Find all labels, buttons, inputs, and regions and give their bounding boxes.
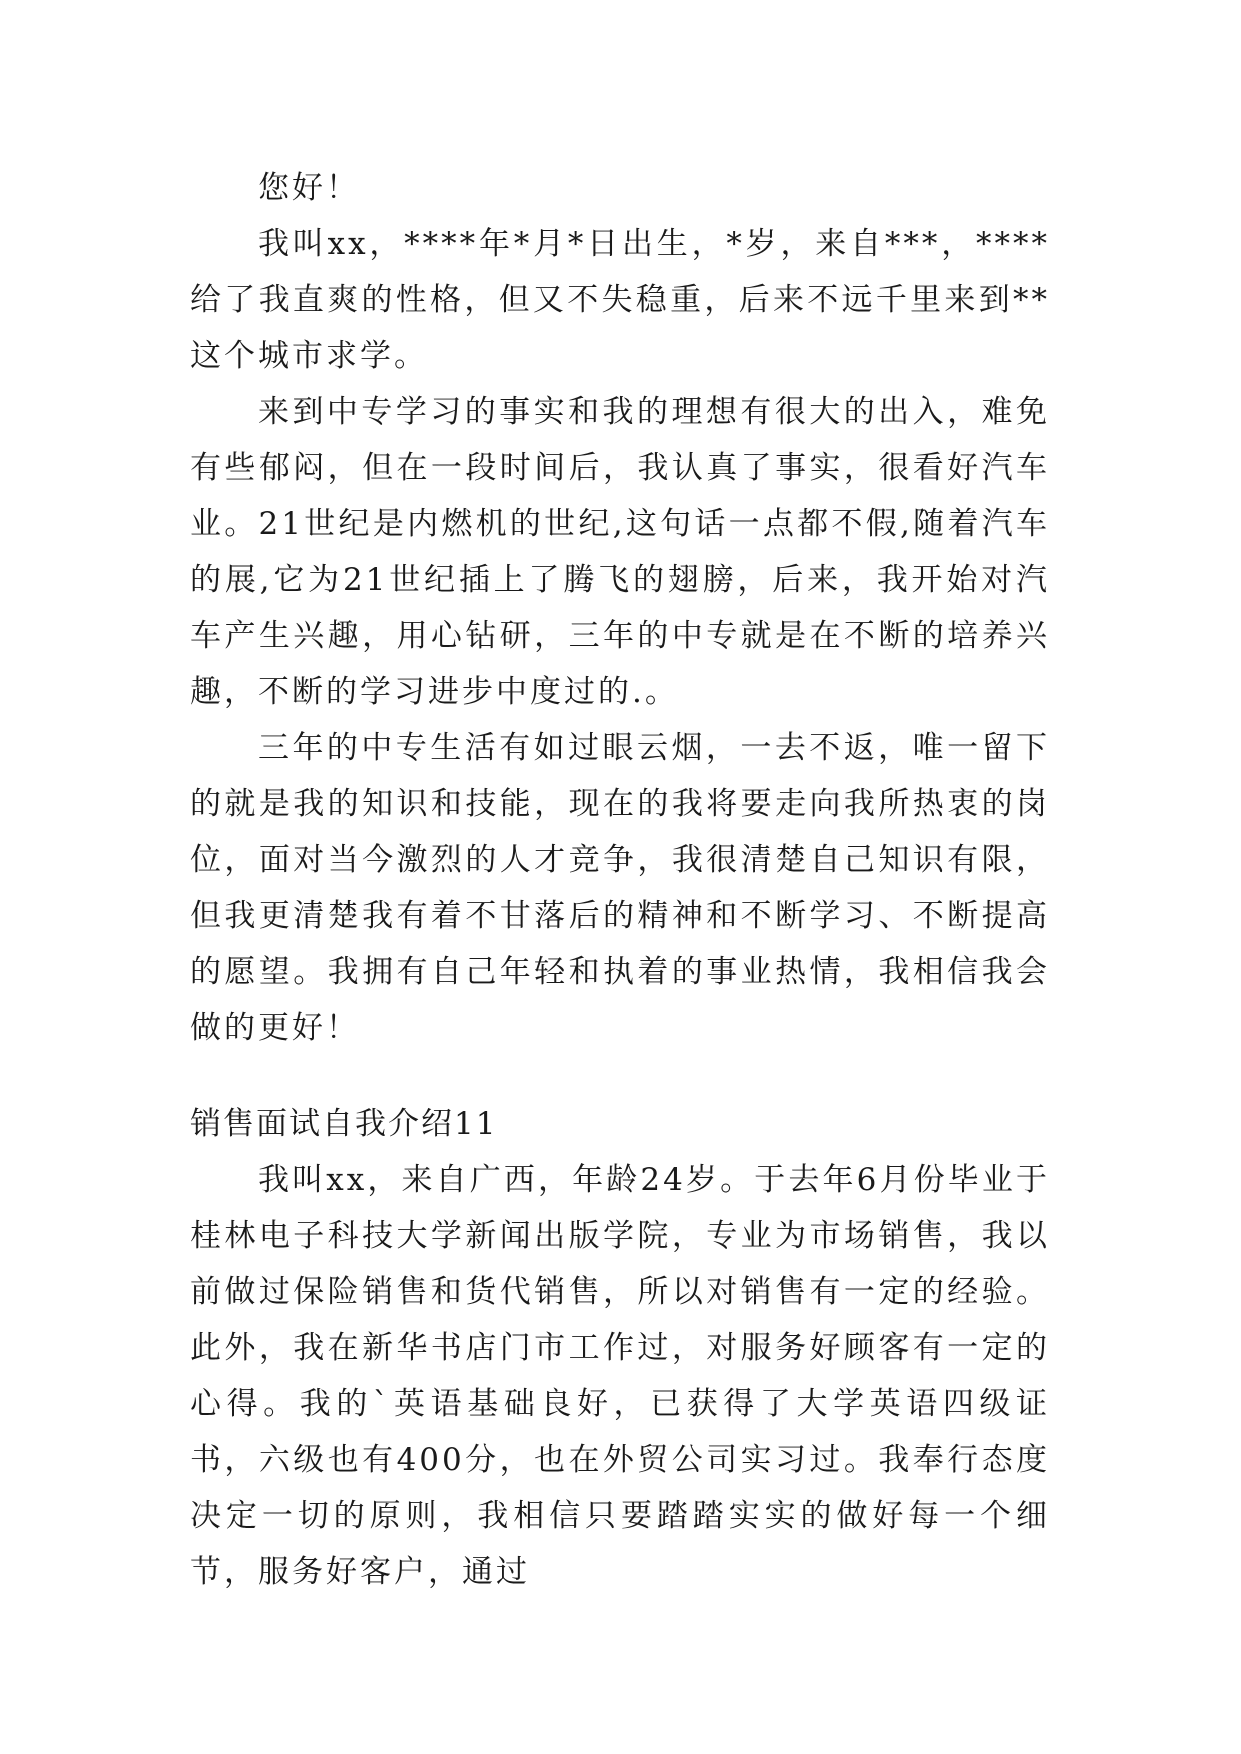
paragraph: 我叫xx，来自广西，年龄24岁。于去年6月份毕业于桂林电子科技大学新闻出版学院，专业为市场销售，我以前做过保险销售和货代销售，所以对销售有一定的经验。此外，我在新华书店门市工作过，对服务好顾客有一定的心得。我的`英语基础良好，已获得了大学英语四级证书，六级也有400分，也在外贸公司实习过。我奉行态度决定一切的原则，我相信只要踏踏实实的做好每一个细节，服务好客户，通过	[190, 1162, 1050, 1590]
paragraph: 来到中专学习的事实和我的理想有很大的出入，难免有些郁闷，但在一段时间后，我认真了事实，很看好汽车业。21世纪是内燃机的世纪,这句话一点都不假,随着汽车的展,它为21世纪插上了腾飞的翅膀，后来，我开始对汽车产生兴趣，用心钻研，三年的中专就是在不断的培养兴趣，不断的学习进步中度过的.。	[190, 394, 1050, 710]
greeting-line: 您好！	[258, 170, 360, 206]
section-heading: 销售面试自我介绍11	[190, 1106, 498, 1142]
document-body	[190, 160, 1050, 1600]
paragraph: 我叫xx，****年*月*日出生，*岁，来自***，****给了我直爽的性格，但又不失稳重，后来不远千里来到**这个城市求学。	[190, 226, 1050, 374]
paragraph: 三年的中专生活有如过眼云烟，一去不返，唯一留下的就是我的知识和技能，现在的我将要走向我所热衷的岗位，面对当今激烈的人才竞争，我很清楚自己知识有限，但我更清楚我有着不甘落后的精神和不断学习、不断提高的愿望。我拥有自己年轻和执着的事业热情，我相信我会做的更好！	[190, 730, 1050, 1046]
